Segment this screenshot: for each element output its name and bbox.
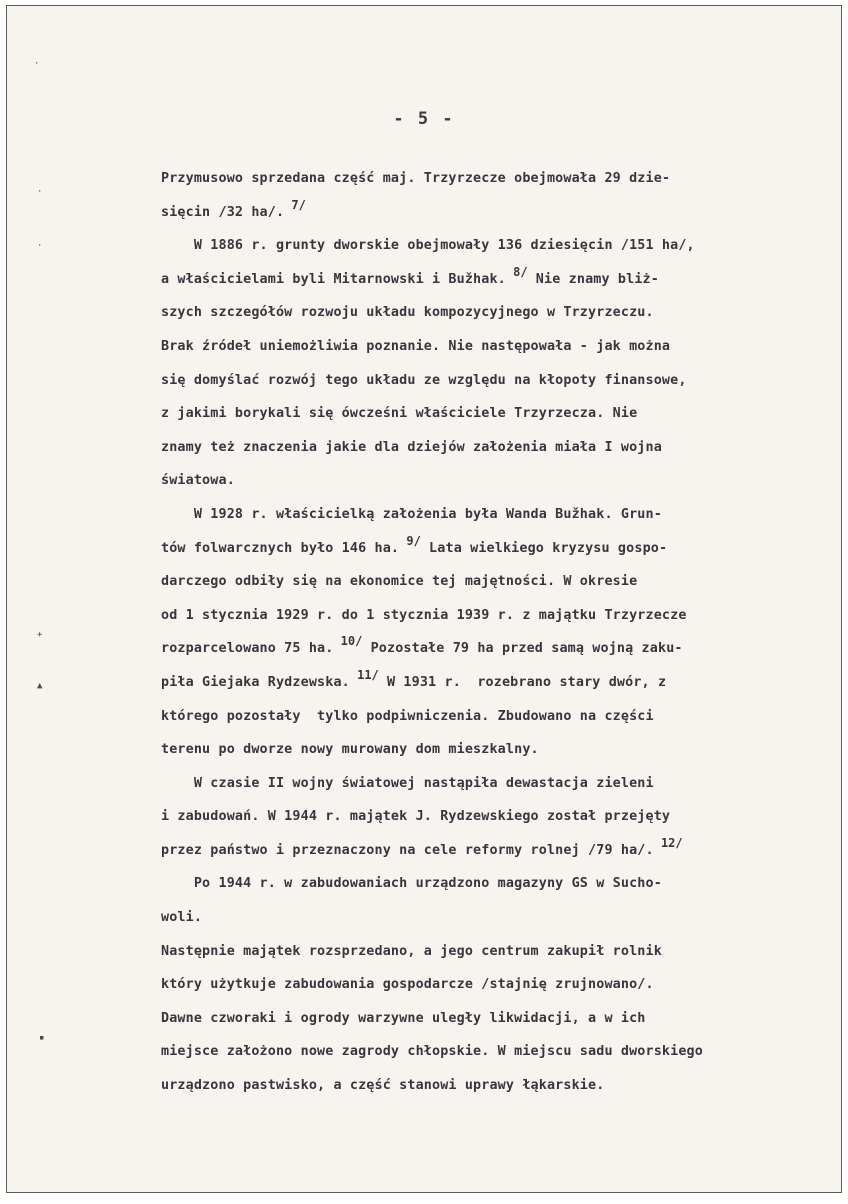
margin-mark: ·	[37, 187, 43, 197]
line-text: szych szczegółów rozwoju układu kompozycyjnego w Trzyrzeczu.	[161, 305, 654, 321]
text-line	[161, 700, 829, 734]
line-text: darczego odbiły się na ekonomice tej majętności. W okresie	[161, 574, 638, 590]
text-line	[161, 767, 829, 801]
line-text: Dawne czworaki i ogrody warzywne uległy likwidacji, a w ich	[161, 1010, 646, 1026]
line-text: przez państwo i przeznaczony na cele reformy rolnej /79 ha/.	[161, 842, 654, 858]
line-text: W 1886 r. grunty dworskie obejmowały 136 dziesięcin /151 ha/,	[161, 238, 695, 254]
text-line	[161, 1002, 829, 1036]
text-line	[161, 364, 829, 398]
text-line	[161, 800, 829, 834]
line-text: od 1 stycznia 1929 r. do 1 stycznia 1939 r. z majątku Trzyrzecze	[161, 607, 687, 623]
footnote-ref: 10/	[333, 634, 363, 649]
line-text: miejsce założono nowe zagrody chłopskie. W miejscu sadu dworskiego	[161, 1044, 703, 1060]
margin-mark: ▲	[37, 681, 43, 691]
footnote-ref: 9/	[399, 533, 421, 548]
line-text: Następnie majątek rozsprzedano, a jego centrum zakupił rolnik	[161, 943, 662, 959]
line-text: Brak źródeł uniemożliwia poznanie. Nie następowała - jak można	[161, 338, 671, 354]
line-text: Przymusowo sprzedana część maj. Trzyrzecze obejmowała 29 dzie-	[161, 171, 671, 186]
text-line	[161, 968, 829, 1002]
text-line	[161, 229, 829, 263]
text-line	[161, 867, 829, 901]
body-text	[161, 162, 829, 1103]
line-text: się domyślać rozwój tego układu ze względu na kłopoty finansowe,	[161, 372, 687, 388]
line-text: i zabudowań. W 1944 r. majątek J. Rydzewskiego został przejęty	[161, 809, 671, 825]
text-line	[161, 263, 829, 297]
footnote-ref: 7/	[284, 197, 306, 212]
line-text: tów folwarcznych było 146 ha.	[161, 540, 400, 556]
line-text: znamy też znaczenia jakie dla dziejów założenia miała I wojna	[161, 439, 662, 455]
text-line	[161, 733, 829, 767]
text-line	[161, 431, 829, 465]
line-text: terenu po dworze nowy murowany dom mieszkalny.	[161, 742, 539, 758]
line-text: Po 1944 r. w zabudowaniach urządzono magazyny GS w Sucho-	[161, 876, 662, 892]
footnote-ref: 12/	[653, 835, 683, 850]
line-text: W 1928 r. właścicielką założenia była Wanda Bužhak. Grun-	[161, 506, 662, 522]
margin-mark: ·	[37, 241, 43, 251]
line-text: który użytkuje zabudowania gospodarcze /stajnię zrujnowano/.	[161, 977, 654, 993]
line-text-continued: Lata wielkiego kryzysu gospo-	[420, 540, 668, 556]
line-text: urządzono pastwisko, a część stanowi uprawy łąkarskie.	[161, 1078, 605, 1094]
text-line	[161, 296, 829, 330]
line-text: sięcin /32 ha/.	[161, 204, 285, 220]
text-line	[161, 632, 829, 666]
text-line	[161, 599, 829, 633]
line-text: z jakimi borykali się ówcześni właściciele Trzyrzecza. Nie	[161, 406, 638, 422]
text-line	[161, 666, 829, 700]
line-text-continued: Nie znamy bliż-	[527, 271, 659, 287]
text-line	[161, 901, 829, 935]
text-line	[161, 330, 829, 364]
text-line	[161, 532, 829, 566]
line-text: rozparcelowano 75 ha.	[161, 641, 334, 657]
text-line	[161, 498, 829, 532]
footnote-ref: 11/	[349, 667, 379, 682]
text-line	[161, 196, 829, 230]
line-text-continued: W 1931 r. rozebrano stary dwór, z	[378, 674, 667, 690]
margin-mark: ·	[34, 59, 40, 69]
line-text-continued: Pozostałe 79 ha przed samą wojną zaku-	[362, 641, 683, 657]
text-line	[161, 565, 829, 599]
margin-mark: ▪	[39, 1033, 45, 1043]
document-page	[6, 5, 842, 1193]
text-line	[161, 397, 829, 431]
text-line	[161, 834, 829, 868]
footnote-ref: 8/	[505, 264, 528, 279]
line-text: woli.	[161, 910, 203, 926]
line-text: piła Giejaka Rydzewska.	[161, 674, 350, 690]
text-line	[161, 1035, 829, 1069]
text-line	[161, 1069, 829, 1103]
line-text: którego pozostały tylko podpiwniczenia. Zbudowano na części	[161, 708, 654, 724]
line-text: światowa.	[161, 473, 235, 489]
text-line	[161, 162, 829, 196]
line-text: a właścicielami byli Mitarnowski i Bužhak.	[161, 271, 506, 287]
line-text: W czasie II wojny światowej nastąpiła dewastacja zieleni	[161, 775, 654, 791]
text-line	[161, 464, 829, 498]
margin-mark: +	[37, 630, 43, 640]
text-line	[161, 935, 829, 969]
page-number: - 5 -	[393, 109, 455, 129]
